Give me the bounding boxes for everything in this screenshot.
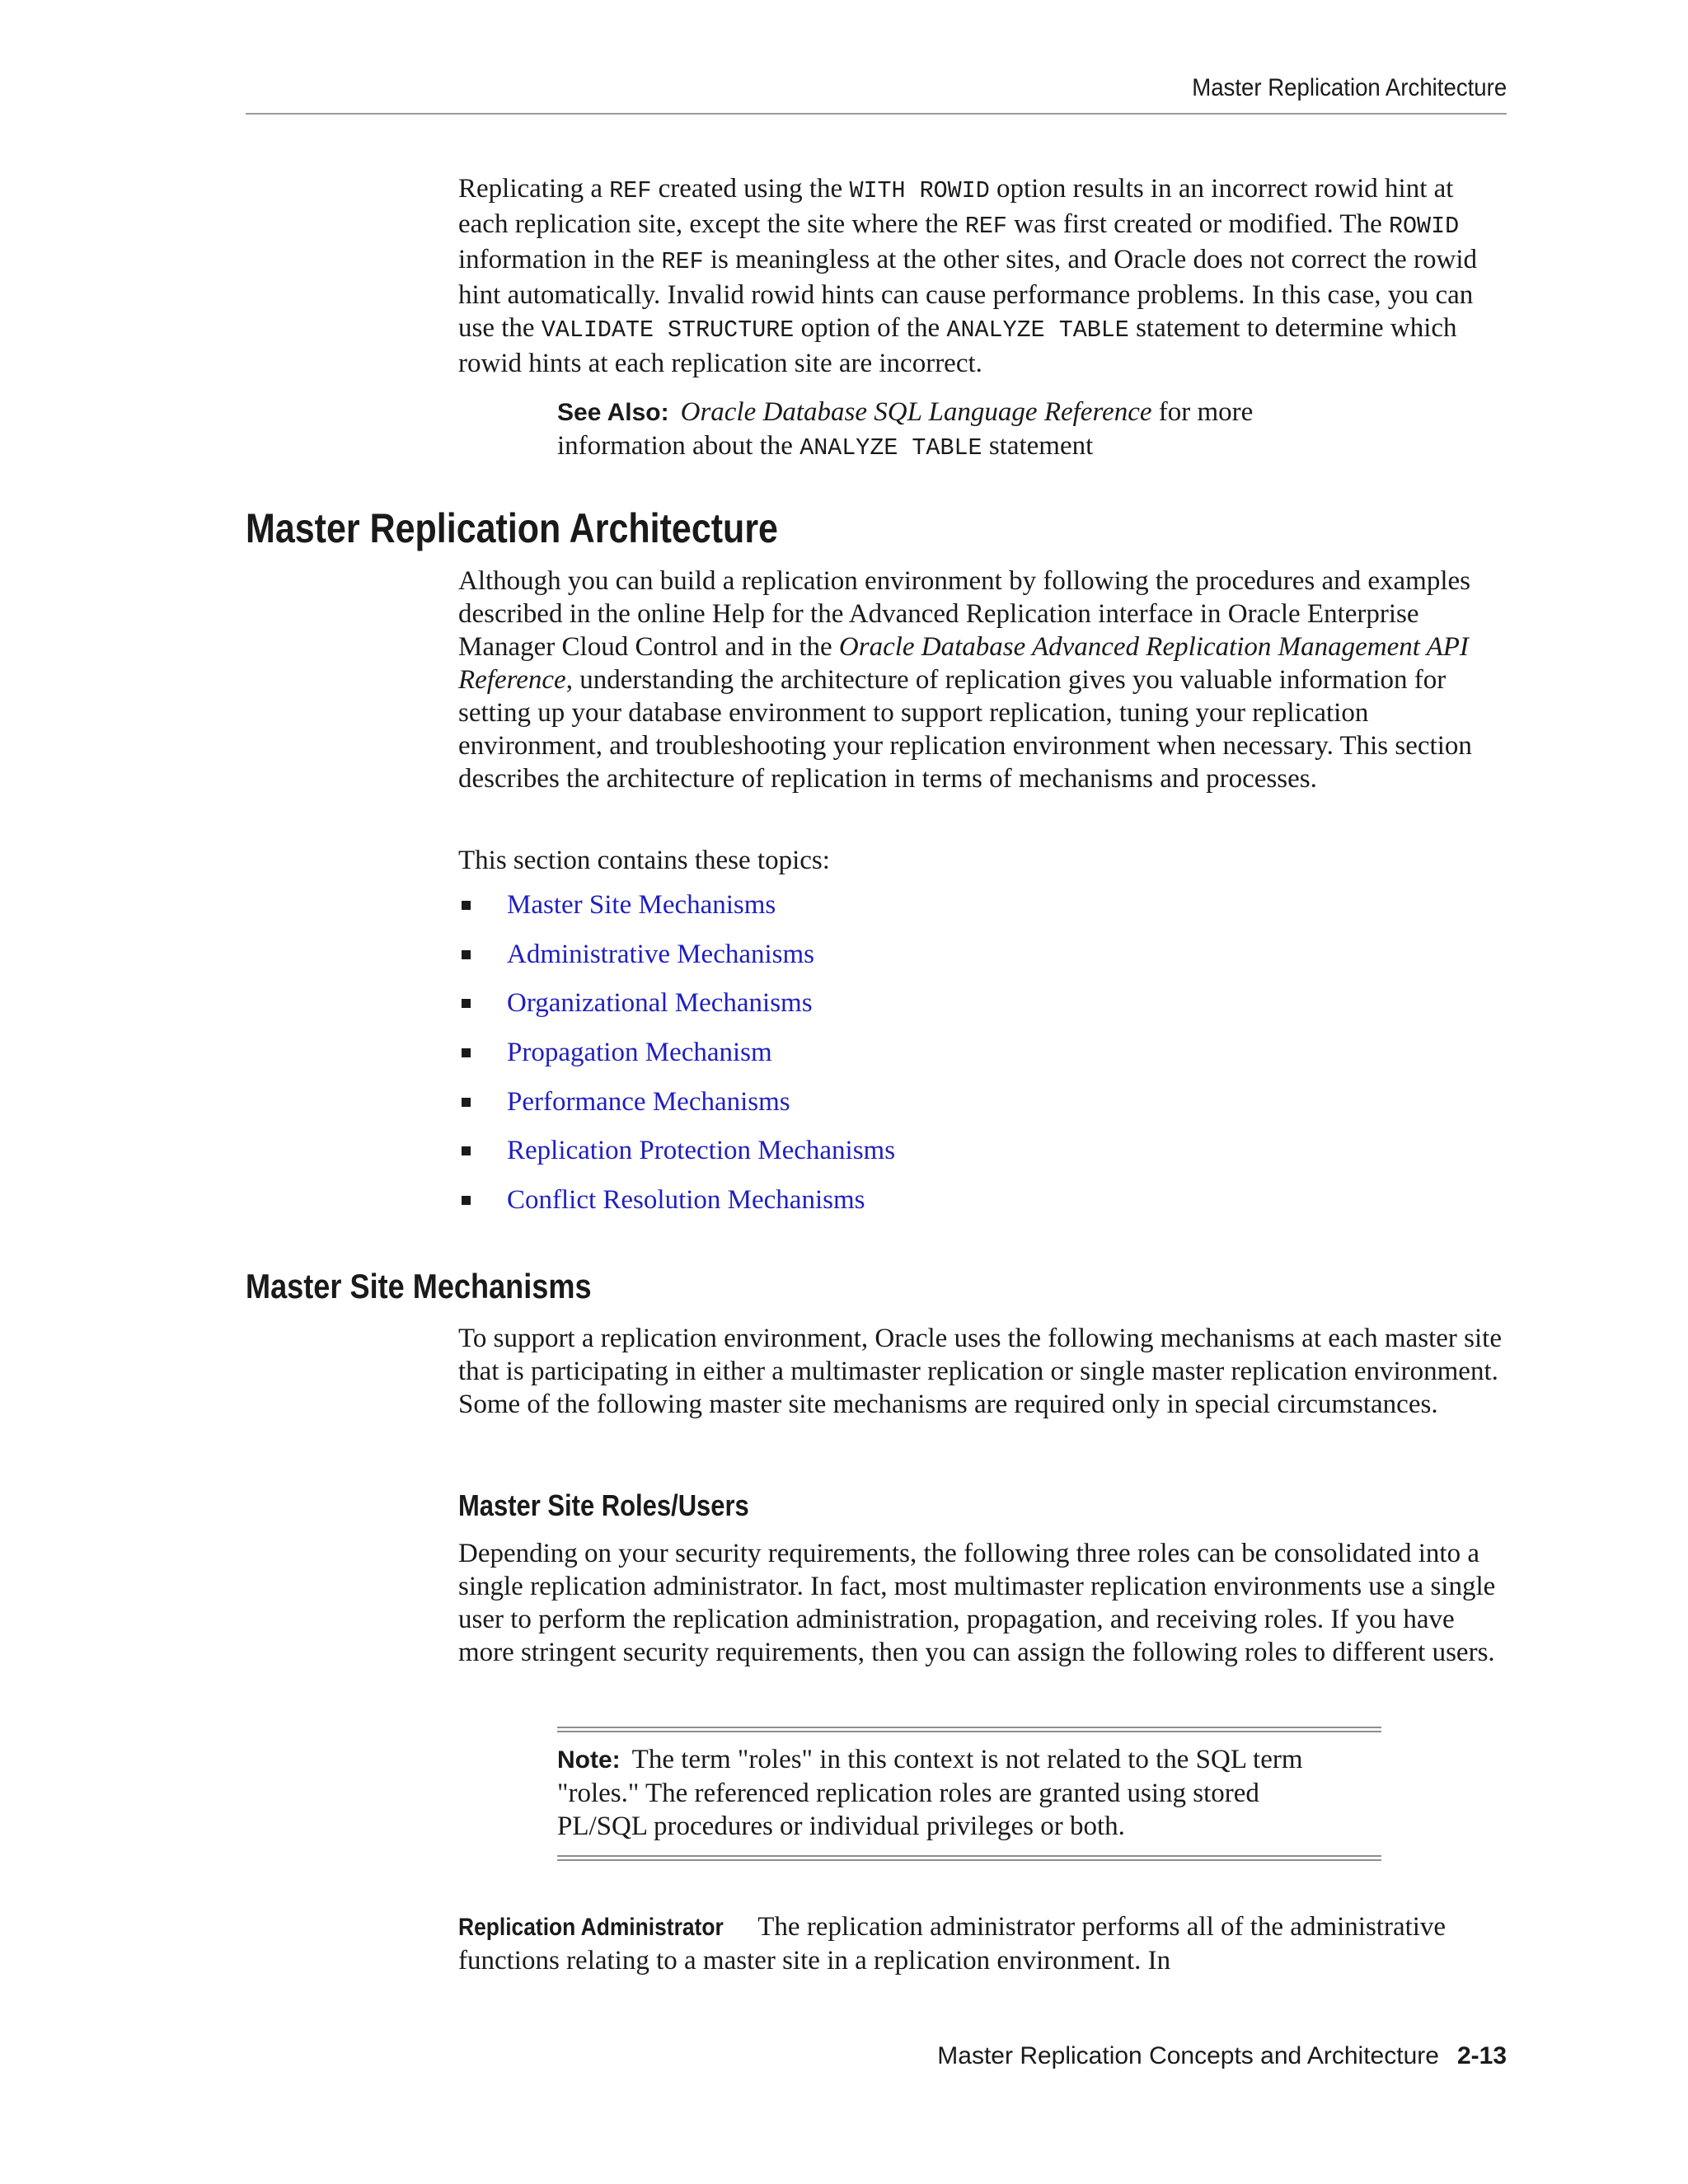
topic-link-conflict-resolution-mechanisms[interactable]: Conflict Resolution Mechanisms	[507, 1185, 865, 1216]
intro-paragraph: Replicating a REF created using the WITH ROWID option results in an incorrect rowid hint at each replication site, except the site where the REF was first created or modified. The ROWID information in the REF is meaningless at the other sites, and Oracle does not correct the rowid hint automatically. Invalid rowid hints can cause performance problems. In this case, you can use the VALIDATE STRUCTURE option of the ANALYZE TABLE statement to determine which rowid hints at each replication site are incorrect.	[458, 174, 1478, 378]
list-item	[458, 1085, 895, 1135]
list-item	[458, 1134, 895, 1183]
page-footer	[937, 2042, 1507, 2070]
subsection-heading: Master Site Mechanisms	[246, 1267, 592, 1305]
note-box	[557, 1727, 1381, 1860]
list-item	[458, 888, 895, 938]
roles-paragraph: Depending on your security requirements, the following three roles can be consolidated into a single replication administrator. In fact, most multimaster replication environments use a single user to perform the replication administration, propagation, and receiving roles. If you have more stringent security requirements, then you can assign the following roles to different users.	[458, 1539, 1496, 1667]
bullet-icon	[462, 1048, 471, 1057]
subsubsection-heading: Master Site Roles/Users	[458, 1488, 749, 1522]
section-intro-paragraph: Although you can build a replication environment by following the procedures and examples described in the online Help for the Advanced Replication interface in Oracle Enterprise Manager Cloud Control and in the Oracle Database Advanced Replication Management API Reference, understanding the architecture of replication gives you valuable information for setting up your database environment to support replication, tuning your replication environment, and troubleshooting your replication environment when necessary. This section describes the architecture of replication in terms of mechanisms and processes.	[458, 566, 1472, 794]
see-also-label: See Also:	[557, 399, 669, 426]
bullet-icon	[462, 1098, 471, 1107]
note-top-rule	[557, 1727, 1381, 1732]
note-label: Note:	[557, 1746, 621, 1774]
bullet-icon	[462, 901, 471, 910]
note-bottom-rule	[557, 1855, 1381, 1861]
subsection-paragraph: To support a replication environment, Oracle uses the following mechanisms at each master site that is participating in either a multimaster replication or single master replication environment. Some of the following master site mechanisms are required only in special circumstances.	[458, 1324, 1502, 1419]
topics-list	[458, 888, 895, 1233]
topic-link-master-site-mechanisms[interactable]: Master Site Mechanisms	[507, 890, 776, 920]
topic-link-propagation-mechanism[interactable]: Propagation Mechanism	[507, 1038, 772, 1068]
page-number: 2-13	[1456, 2042, 1507, 2069]
bullet-icon	[462, 1196, 471, 1205]
header-rule	[246, 113, 1507, 115]
running-header: Master Replication Architecture	[1192, 74, 1507, 101]
list-item	[458, 938, 895, 987]
bullet-icon	[462, 1146, 471, 1155]
bullet-icon	[462, 950, 471, 959]
note-text: Note: The term "roles" in this context is not related to the SQL term "roles." The referenced replication roles are granted using stored PL/SQL procedures or individual privileges or both.	[557, 1745, 1303, 1841]
list-item	[458, 1183, 895, 1233]
bullet-icon	[462, 999, 471, 1008]
footer-title: Master Replication Concepts and Architecture	[937, 2042, 1439, 2069]
see-also-note: See Also: Oracle Database SQL Language Reference for more information about the ANALYZE TABLE statement	[557, 397, 1254, 462]
list-item	[458, 987, 895, 1036]
section-heading: Master Replication Architecture	[246, 505, 778, 551]
list-item	[458, 1036, 895, 1085]
topic-link-administrative-mechanisms[interactable]: Administrative Mechanisms	[507, 939, 815, 969]
replication-admin-paragraph: Replication Administrator The replication administrator performs all of the administrative functions relating to a master site in a replication environment. In	[458, 1912, 1447, 1975]
run-in-heading: Replication Administrator	[458, 1914, 724, 1941]
topic-link-organizational-mechanisms[interactable]: Organizational Mechanisms	[507, 988, 813, 1019]
topics-intro: This section contains these topics:	[458, 846, 830, 875]
api-reference-title: Oracle Database Advanced Replication Management API Reference	[458, 632, 1469, 695]
topic-link-performance-mechanisms[interactable]: Performance Mechanisms	[507, 1086, 790, 1117]
topic-link-replication-protection-mechanisms[interactable]: Replication Protection Mechanisms	[507, 1136, 896, 1166]
see-also-book-title: Oracle Database SQL Language Reference	[680, 397, 1152, 427]
